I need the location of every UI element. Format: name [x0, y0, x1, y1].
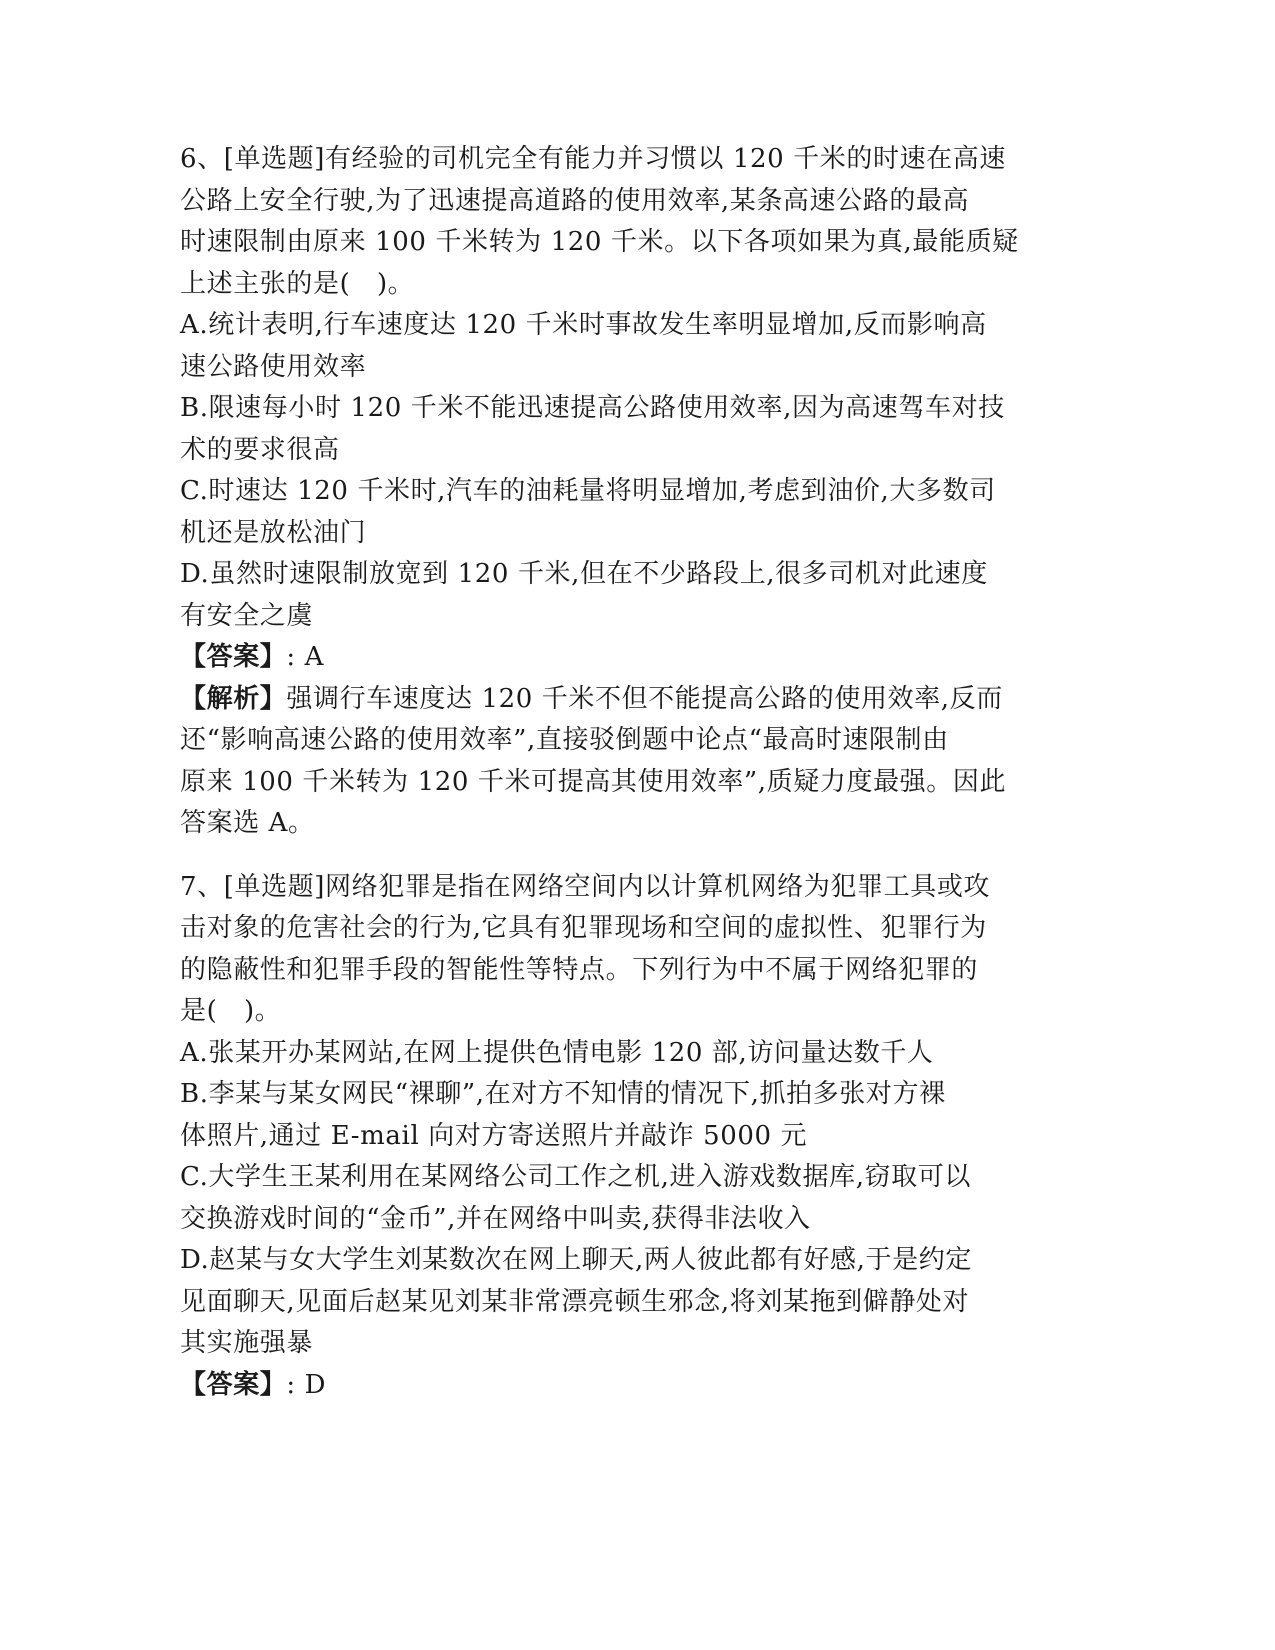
analysis-text: 强调行车速度达 120 千米不但不能提高公路的使用效率,反而: [286, 683, 1003, 714]
question-6: [180, 139, 1042, 845]
option-a: [180, 1033, 1042, 1075]
option-line: 交换游戏时间的“金币”,并在网络中叫卖,获得非法收入: [180, 1203, 811, 1234]
question-7: [180, 867, 1042, 1407]
option-d: [180, 1240, 1042, 1365]
analysis-line: 原来 100 千米转为 120 千米可提高其使用效率”,质疑力度最强。因此: [180, 766, 1007, 797]
option-line: C.时速达 120 千米时,汽车的油耗量将明显增加,考虑到油价,大多数司: [180, 476, 996, 506]
document-page: [180, 139, 1042, 1406]
option-b: [180, 388, 1042, 471]
option-line: 术的要求很高: [180, 434, 340, 465]
stem-line: 的隐蔽性和犯罪手段的智能性等特点。下列行为中不属于网络犯罪的: [180, 954, 979, 985]
option-b: [180, 1074, 1042, 1157]
stem-line: 击对象的危害社会的行为,它具有犯罪现场和空间的虚拟性、犯罪行为: [180, 913, 987, 943]
answer-line: [180, 1365, 1042, 1407]
option-line: 体照片,通过 E-mail 向对方寄送照片并敲诈 5000 元: [180, 1120, 808, 1151]
option-a: [180, 305, 1042, 388]
option-line: B.李某与某女网民“裸聊”,在对方不知情的情况下,抓拍多张对方裸: [180, 1079, 946, 1109]
option-line: A.张某开办某网站,在网上提供色情电影 120 部,访问量达数千人: [180, 1037, 934, 1068]
question-stem: [180, 139, 1042, 305]
option-line: B.限速每小时 120 千米不能迅速提高公路使用效率,因为高速驾车对技: [180, 393, 1005, 423]
stem-line: 上述主张的是( )。: [180, 268, 415, 299]
option-line: 其实施强暴: [180, 1328, 314, 1358]
stem-line: 时速限制由原来 100 千米转为 120 千米。以下各项如果为真,最能质疑: [180, 227, 1019, 257]
option-d: [180, 554, 1042, 637]
option-line: 见面聊天,见面后赵某见刘某非常漂亮顿生邪念,将刘某拖到僻静处对: [180, 1286, 970, 1317]
option-line: D.虽然时速限制放宽到 120 千米,但在不少路段上,很多司机对此速度: [180, 559, 988, 589]
option-line: D.赵某与女大学生刘某数次在网上聊天,两人彼此都有好感,于是约定: [180, 1245, 972, 1275]
answer-label: 【答案】: [180, 642, 287, 672]
stem-line: 公路上安全行驶,为了迅速提高道路的使用效率,某条高速公路的最高: [180, 185, 970, 216]
answer-label: 【答案】: [180, 1369, 287, 1400]
option-c: [180, 471, 1042, 554]
option-line: 机还是放松油门: [180, 517, 367, 548]
stem-line: 7、[单选题]网络犯罪是指在网络空间内以计算机网络为犯罪工具或攻: [180, 871, 991, 902]
answer-line: [180, 637, 1042, 679]
answer-value: D: [304, 1369, 327, 1400]
question-stem: [180, 867, 1042, 1033]
option-c: [180, 1157, 1042, 1240]
option-line: A.统计表明,行车速度达 120 千米时事故发生率明显增加,反而影响高: [180, 310, 987, 340]
analysis-first-line: [180, 679, 1042, 721]
stem-line: 是( )。: [180, 996, 282, 1026]
answer-separator: :: [286, 642, 296, 672]
answer-separator: :: [286, 1369, 296, 1400]
option-line: C.大学生王某利用在某网络公司工作之机,进入游戏数据库,窃取可以: [180, 1162, 971, 1192]
analysis-line: 答案选 A。: [180, 808, 315, 838]
option-line: 有安全之虞: [180, 600, 314, 631]
analysis-line: 还“影响高速公路的使用效率”,直接驳倒题中论点“最高时速限制由: [180, 725, 949, 755]
stem-line: 6、[单选题]有经验的司机完全有能力并习惯以 120 千米的时速在高速: [180, 144, 1006, 174]
analysis-block: [180, 679, 1042, 845]
answer-value: A: [304, 642, 325, 672]
analysis-label: 【解析】: [180, 683, 287, 714]
option-line: 速公路使用效率: [180, 351, 367, 382]
